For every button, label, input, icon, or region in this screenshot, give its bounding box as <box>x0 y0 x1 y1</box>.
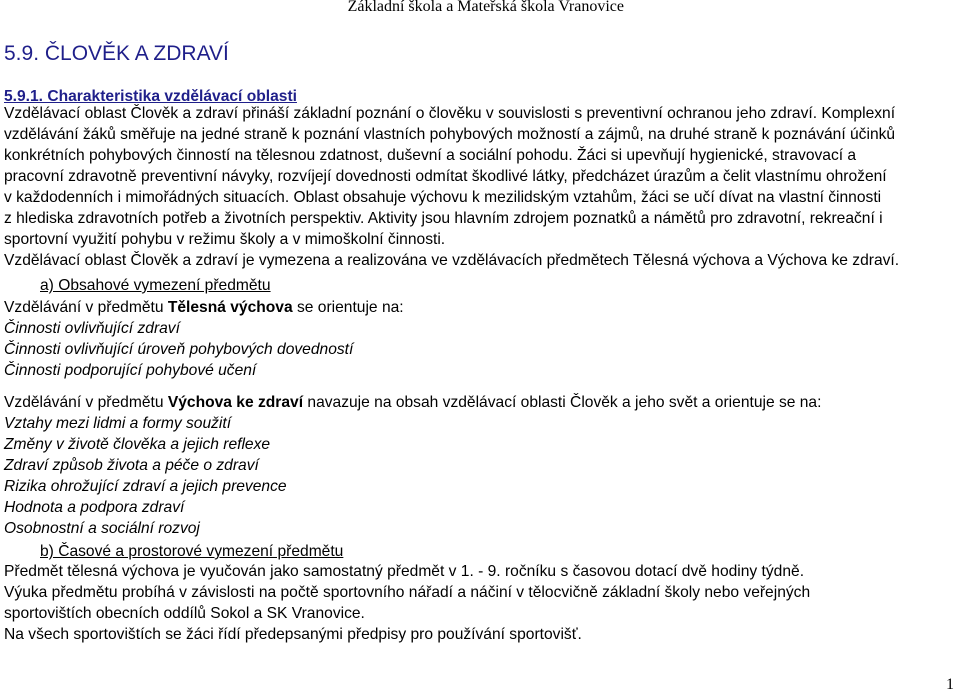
part-b-line: Výuka předmětu probíhá v závislosti na počtě sportovního nářadí a náčiní v tělocvičně základní školy nebo veřejných <box>4 584 811 601</box>
part-b-line: Předmět tělesná výchova je vyučován jako samostatný předmět v 1. - 9. ročníku s časovou dotací dvě hodiny týdně. <box>4 563 805 580</box>
vkz-item: Změny v životě člověka a jejich reflexe <box>4 436 271 453</box>
intro-line: v každodenních i mimořádných situacích. Oblast obsahuje výchovu k mezilidským vztahům, žáci se učí dívat na vlastní činnosti <box>4 189 882 206</box>
tv-item: Činnosti ovlivňující úroveň pohybových dovedností <box>4 341 354 358</box>
intro-line: sportovní využití pohybu v režimu školy a v mimoškolní činnosti. <box>4 231 446 248</box>
intro-line: z hlediska zdravotních potřeb a životních perspektiv. Aktivity jsou hlavním zdrojem poznatků a námětů pro zdravotní, rekreační i <box>4 210 883 227</box>
page-number: 1 <box>946 676 954 693</box>
part-a-heading: a) Obsahové vymezení předmětu <box>40 277 271 294</box>
intro-line: konkrétních pohybových činností na tělesnou zdatnost, duševní a sociální pohodu. Žáci si upevňují hygienické, stravovací a <box>4 147 857 164</box>
section-title: 5.9. ČLOVĚK A ZDRAVÍ <box>4 42 229 65</box>
part-b-paragraph <box>4 561 810 645</box>
part-b-heading: b) Časové a prostorové vymezení předmětu <box>40 543 344 560</box>
intro-paragraph <box>4 103 899 271</box>
vkz-item: Vztahy mezi lidmi a formy soužití <box>4 415 232 432</box>
vkz-intro: Vzdělávání v předmětu Výchova ke zdraví navazuje na obsah vzdělávací oblasti Člověk a jeho svět a orientuje se na: <box>4 394 822 411</box>
intro-line: Vzdělávací oblast Člověk a zdraví přináší základní poznání o člověku v souvislosti s preventivní ochranou jeho zdraví. Komplexní <box>4 105 896 122</box>
tv-item: Činnosti podporující pohybové učení <box>4 362 257 379</box>
intro-line: vzdělávání žáků směřuje na jedné straně k poznání vlastních pohybových možností a zájmů, na druhé straně k poznávání účinků <box>4 126 896 143</box>
subsection-title: 5.9.1. Charakteristika vzdělávací oblasti <box>4 88 297 105</box>
tv-intro: Vzdělávání v předmětu Tělesná výchova se orientuje na: <box>4 299 404 316</box>
part-b-line: Na všech sportovištích se žáci řídí předepsanými předpisy pro používání sportovišť. <box>4 626 582 643</box>
vkz-item: Rizika ohrožující zdraví a jejich prevence <box>4 478 287 495</box>
vkz-item: Osobnostní a sociální rozvoj <box>4 520 200 537</box>
vkz-subject: Výchova ke zdraví <box>167 394 304 411</box>
vkz-item: Hodnota a podpora zdraví <box>4 499 185 516</box>
tv-item: Činnosti ovlivňující zdraví <box>4 320 180 337</box>
tv-subject: Tělesná výchova <box>167 299 293 316</box>
page-header: Základní škola a Mateřská škola Vranovice <box>347 0 624 15</box>
intro-line: pracovní zdravotně preventivní návyky, rozvíjejí dovednosti odmítat škodlivé látky, předcházet úrazům a čelit vlastnímu ohrožení <box>4 168 887 185</box>
vkz-item: Zdraví způsob života a péče o zdraví <box>4 457 259 474</box>
part-b-line: sportovištích obecních oddílů Sokol a SK Vranovice. <box>4 605 365 622</box>
intro-line: Vzdělávací oblast Člověk a zdraví je vymezena a realizována ve vzdělávacích předmětech Tělesná výchova a Výchova ke zdraví. <box>4 252 900 269</box>
